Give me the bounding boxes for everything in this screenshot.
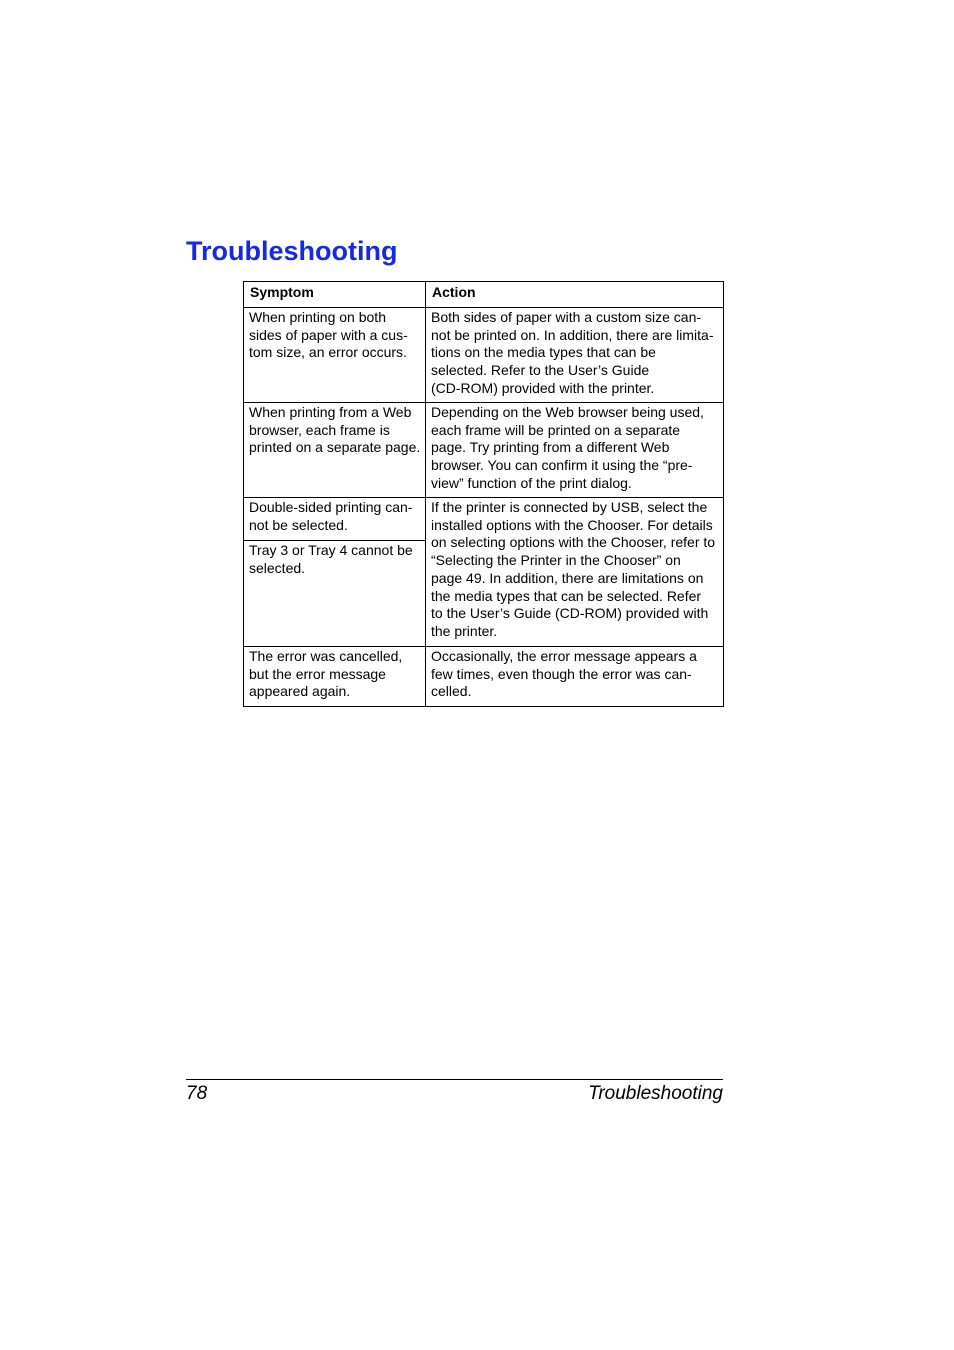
action-column-header: Action <box>426 282 724 308</box>
cell-line: When printing on both <box>249 309 386 325</box>
cell-line: sides of paper with a cus- <box>249 326 408 343</box>
cell-line: each frame will be printed on a separate <box>431 421 681 438</box>
cell-line: not be printed on. In addition, there are limita- <box>431 326 714 343</box>
table-row <box>244 308 724 403</box>
table-row <box>244 498 724 541</box>
cell-line: browser. You can confirm it using the “pre- <box>431 457 693 474</box>
troubleshooting-table <box>243 281 724 707</box>
page-title: Troubleshooting <box>186 236 398 266</box>
cell-line: few times, even though the error was can- <box>431 665 692 682</box>
cell-line: Double-sided printing can- <box>249 499 413 515</box>
cell-line: the media types that can be selected. Refer <box>431 587 702 604</box>
table-header-row <box>244 282 724 308</box>
cell-line: Depending on the Web browser being used, <box>431 404 704 420</box>
symptom-cell <box>244 541 426 647</box>
symptom-cell <box>244 647 426 707</box>
cell-line: If the printer is connected by USB, select the <box>431 499 708 515</box>
cell-line: but the error message <box>249 665 386 682</box>
footer-divider <box>186 1079 723 1080</box>
symptom-cell <box>244 308 426 403</box>
action-cell <box>426 403 724 498</box>
cell-line: (CD-ROM) provided with the printer. <box>431 379 655 396</box>
cell-line: page. Try printing from a different Web <box>431 439 670 456</box>
action-cell <box>426 308 724 403</box>
cell-line: page 49. In addition, there are limitations on <box>431 569 704 586</box>
action-cell <box>426 498 724 647</box>
cell-line: printed on a separate page. <box>249 439 421 456</box>
cell-line: “Selecting the Printer in the Chooser” on <box>431 552 681 569</box>
cell-line: When printing from a Web <box>249 404 412 420</box>
cell-line: not be selected. <box>249 516 348 533</box>
cell-line: The error was cancelled, <box>249 648 403 664</box>
cell-line: the printer. <box>431 622 498 639</box>
cell-line: tom size, an error occurs. <box>249 344 407 361</box>
cell-line: view” function of the print dialog. <box>431 474 632 491</box>
cell-line: to the User’s Guide (CD-ROM) provided with <box>431 605 709 622</box>
cell-line: tions on the media types that can be <box>431 344 656 361</box>
cell-line: celled. <box>431 683 472 700</box>
cell-line: Both sides of paper with a custom size can- <box>431 309 702 325</box>
cell-line: Tray 3 or Tray 4 cannot be <box>249 542 413 558</box>
cell-line: installed options with the Chooser. For details <box>431 516 713 533</box>
cell-line: selected. Refer to the User’s Guide <box>431 362 650 379</box>
symptom-column-header: Symptom <box>244 282 426 308</box>
running-footer-title: Troubleshooting <box>588 1083 723 1104</box>
symptom-cell <box>244 498 426 541</box>
table-row <box>244 647 724 707</box>
action-cell <box>426 647 724 707</box>
symptom-cell <box>244 403 426 498</box>
cell-line: Occasionally, the error message appears a <box>431 648 697 664</box>
cell-line: appeared again. <box>249 683 351 700</box>
cell-line: selected. <box>249 559 306 576</box>
page-number: 78 <box>186 1083 208 1104</box>
cell-line: browser, each frame is <box>249 421 390 438</box>
cell-line: on selecting options with the Chooser, refer to <box>431 534 716 551</box>
table-row <box>244 403 724 498</box>
